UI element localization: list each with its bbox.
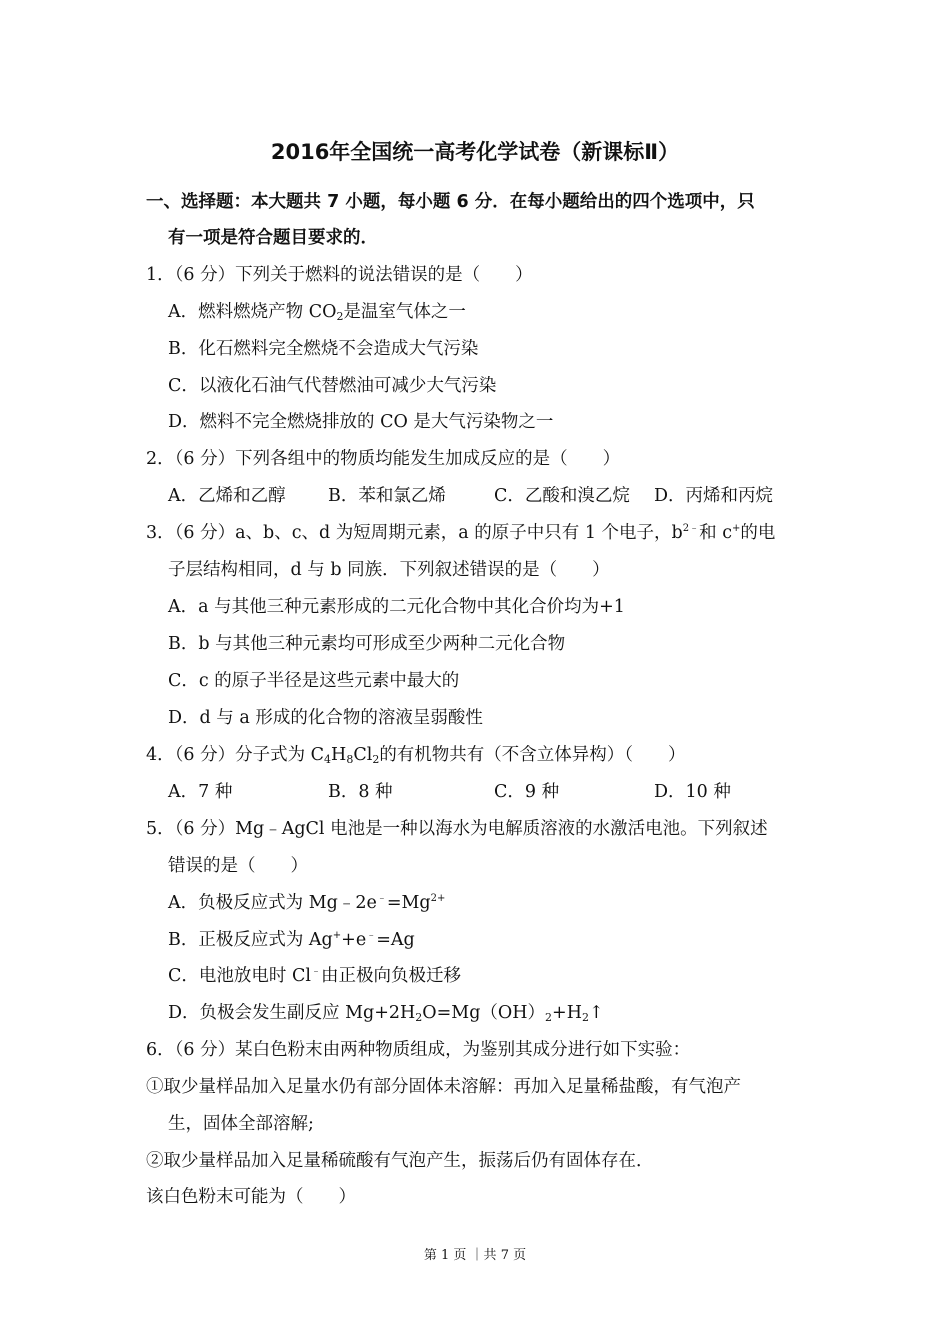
q3-stem-line1: 3．（6 分）a、b、c、d 为短周期元素，a 的原子中只有 1 个电子，$b^{2﹣}$和 c+的电 (146, 523, 776, 543)
q6-step2: ②取少量样品加入足量稀硫酸有气泡产生，振荡后仍有固体存在． (146, 1151, 654, 1171)
q5-option-c: C．电池放电时 Cl﹣由正极向负极迁移 (168, 966, 461, 986)
q4-option-d: D．10 种 (654, 782, 731, 802)
q5-option-b: B．正极反应式为 Ag++e﹣=Ag (168, 930, 415, 950)
q3-option-b: B．b 与其他三种元素均可形成至少两种二元化合物 (168, 634, 566, 654)
q2-option-b: B．苯和氯乙烯 (328, 486, 446, 506)
page-footer: 第 1 页 ｜共 7 页 (423, 1248, 527, 1263)
q4-option-a: A．7 种 (168, 782, 233, 802)
q2-stem: 2．（6 分）下列各组中的物质均能发生加成反应的是（ ） (146, 449, 621, 469)
q6-question: 该白色粉末可能为（ ） (146, 1187, 356, 1207)
q2-option-c: C．乙酸和溴乙烷 (494, 486, 630, 506)
q1-option-a: A．燃料燃烧产物 $CO_2$是温室气体之一 (168, 302, 466, 323)
q6-stem: 6．（6 分）某白色粉末由两种物质组成，为鉴别其成分进行如下实验： (146, 1040, 691, 1060)
q2-option-a: A．乙烯和乙醇 (168, 486, 286, 506)
section-heading-line2: 有一项是符合题目要求的． (168, 228, 378, 248)
q3-option-d: D．d 与 a 形成的化合物的溶液呈弱酸性 (168, 708, 483, 728)
q5-option-d: D．负极会发生副反应 $Mg+2H_2O=Mg(OH)_2+H_2↑$ (168, 1003, 604, 1024)
q6-step1-line1: ①取少量样品加入足量水仍有部分固体未溶解：再加入足量稀盐酸，有气泡产 (146, 1077, 741, 1097)
q5-stem-line1: 5．（6 分）Mg﹣AgCl 电池是一种以海水为电解质溶液的水激活电池。下列叙述 (146, 819, 768, 839)
q3-option-c: C．c 的原子半径是这些元素中最大的 (168, 671, 460, 691)
q1-stem: 1．（6 分）下列关于燃料的说法错误的是（ ） (146, 265, 533, 285)
q2-option-d: D．丙烯和丙烷 (654, 486, 774, 506)
q1-option-d: D．燃料不完全燃烧排放的 CO 是大气污染物之一 (168, 412, 554, 432)
q1-option-c: C．以液化石油气代替燃油可减少大气污染 (168, 376, 497, 396)
q6-step1-line2: 生，固体全部溶解; (168, 1114, 314, 1134)
q1-option-b: B．化石燃料完全燃烧不会造成大气污染 (168, 339, 479, 359)
q4-stem: 4．（6 分）分子式为 $C_4H_8Cl_2$的有机物共有（不含立体异构）（ ） (146, 745, 686, 766)
page-title: 2016年全国统一高考化学试卷（新课标Ⅱ） (270, 140, 680, 164)
q5-option-a: A．负极反应式为 $Mg﹣2e^﹣=Mg^{2+}$ (168, 893, 446, 913)
q3-stem-line2: 子层结构相同，d 与 b 同族．下列叙述错误的是（ ） (168, 560, 610, 580)
q4-option-b: B．8 种 (328, 782, 393, 802)
q4-option-c: C．9 种 (494, 782, 560, 802)
section-heading-line1: 一、选择题：本大题共 7 小题，每小题 6 分．在每小题给出的四个选项中，只 (146, 192, 755, 212)
q5-stem-line2: 错误的是（ ） (168, 856, 308, 876)
q3-option-a: A．a 与其他三种元素形成的二元化合物中其化合价均为+1 (168, 597, 625, 617)
